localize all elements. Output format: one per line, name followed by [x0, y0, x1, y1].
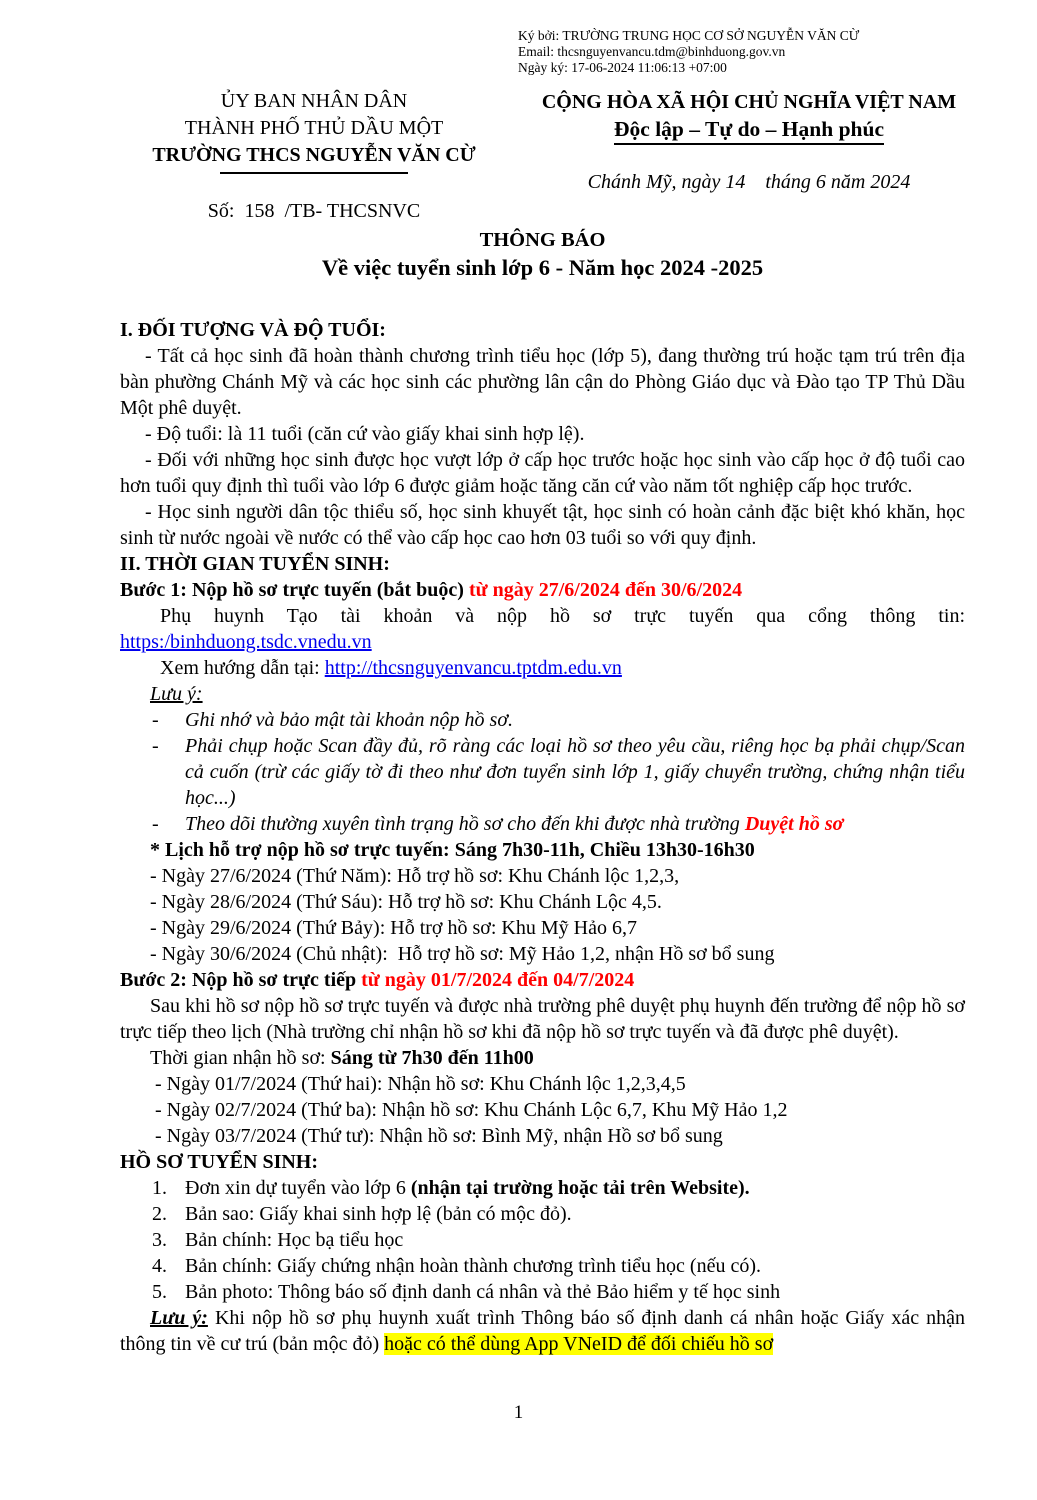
step2-time-value: Sáng từ 7h30 đến 11h00: [330, 1047, 534, 1069]
number-marker: 2.: [152, 1203, 167, 1225]
section1-paragraph-1: - Tất cả học sinh đã hoàn thành chương trình tiểu học (lớp 5), đang thường trú hoặc tạm trú trên địa bàn phường Chánh Mỹ và các học sinh các phường lân cận do Phòng Giáo dục và Đào tạo TP Thủ Dầu Một phê duyệt.: [120, 345, 965, 419]
dash-marker: -: [152, 813, 159, 835]
number-marker: 3.: [152, 1229, 167, 1251]
step2-heading: [120, 967, 965, 993]
dossier-item-4: [120, 1253, 965, 1279]
digital-signature-block: [518, 28, 859, 76]
step1-note-2: [120, 733, 965, 811]
step1-note-3: [120, 811, 965, 837]
document-title-block: [120, 227, 965, 283]
number-marker: 1.: [152, 1177, 167, 1199]
document-kind: THÔNG BÁO: [479, 229, 606, 251]
dash-marker: -: [152, 735, 159, 757]
support-day-4: - Ngày 30/6/2024 (Chủ nhật): Hỗ trợ hồ sơ: Mỹ Hảo 1,2, nhận Hồ sơ bổ sung: [150, 943, 775, 965]
dossier-item-1-bold: (nhận tại trường hoặc tải trên Website).: [410, 1177, 750, 1199]
step1-intro: Phụ huynh Tạo tài khoản và nộp hồ sơ trực tuyến qua cổng thông tin:: [160, 605, 965, 627]
place-date-line: Chánh Mỹ, ngày 14 tháng 6 năm 2024: [587, 171, 911, 193]
dossier-item-1-text: Đơn xin dự tuyển vào lớp 6: [185, 1177, 411, 1199]
step1-note-2-text: Phải chụp hoặc Scan đầy đủ, rõ ràng các loại hồ sơ theo yêu cầu, riêng học bạ phải chụp/Scan cả cuốn (trừ các giấy tờ đi theo như đơn tuyển sinh lớp 1, giấy chuyển trường, chứng nhận tiểu học...): [185, 735, 965, 809]
step2-label: Bước 2: Nộp hồ sơ trực tiếp: [120, 969, 362, 991]
receive-day-3: - Ngày 03/7/2024 (Thứ tư): Nhận hồ sơ: Bình Mỹ, nhận Hồ sơ bổ sung: [155, 1125, 723, 1147]
dossier-item-3: [120, 1227, 965, 1253]
support-day-3: - Ngày 29/6/2024 (Thứ Bảy): Hỗ trợ hồ sơ: Khu Mỹ Hảo 6,7: [150, 917, 637, 939]
section1-heading: I. ĐỐI TƯỢNG VÀ ĐỘ TUỔI:: [120, 319, 386, 341]
national-motto: Độc lập – Tự do – Hạnh phúc: [614, 116, 884, 145]
final-note: [120, 1305, 970, 1357]
page-number: 1: [513, 1402, 524, 1423]
step2-paragraph: Sau khi hồ sơ nộp hồ sơ trực tuyến và được nhà trường phê duyệt phụ huynh đến trường để nộp hồ sơ trực tiếp theo lịch (Nhà trường chỉ nhận hồ sơ khi đã nộp hồ sơ trực tuyến và đã được phê duyệt).: [120, 995, 965, 1043]
number-marker: 4.: [152, 1255, 167, 1277]
section2-heading: II. THỜI GIAN TUYỂN SINH:: [120, 553, 390, 575]
step1-note-3-text: Theo dõi thường xuyên tình trạng hồ sơ cho đến khi được nhà trường: [185, 813, 745, 835]
step1-note-3-approved: Duyệt hồ sơ: [744, 813, 844, 835]
dossier-item-5-text: Bản photo: Thông báo số định danh cá nhân và thẻ Bảo hiểm y tế học sinh: [185, 1281, 781, 1303]
final-note-text: Khi nộp hồ sơ phụ huynh xuất trình Thông báo số định danh cá nhân hoặc Giấy xác nhận thông tin về cư trú (bản mộc đỏ): [120, 1307, 970, 1355]
issuer-school-name: TRƯỜNG THCS NGUYỄN VĂN CỪ: [152, 144, 476, 166]
receive-day-2: - Ngày 02/7/2024 (Thứ ba): Nhận hồ sơ: Khu Chánh Lộc 6,7, Khu Mỹ Hảo 1,2: [155, 1099, 788, 1121]
final-note-highlight: hoặc có thể dùng App VNeID để đối chiếu hồ sơ: [384, 1333, 774, 1355]
guide-label: Xem hướng dẫn tại:: [160, 657, 325, 679]
issuer-divider-rule: [220, 172, 408, 174]
support-schedule-heading: * Lịch hỗ trợ nộp hồ sơ trực tuyến: Sáng 7h30-11h, Chiều 13h30-16h30: [150, 839, 755, 861]
signature-email: Email: thcsnguyenvancu.tdm@binhduong.gov.vn: [518, 44, 786, 59]
guide-link[interactable]: http://thcsnguyenvancu.tptdm.edu.vn: [324, 657, 622, 679]
dossier-item-3-text: Bản chính: Học bạ tiểu học: [185, 1229, 404, 1251]
portal-link-line: [120, 629, 965, 655]
portal-link[interactable]: https:/binhduong.tsdc.vnedu.vn: [120, 631, 372, 653]
step1-heading: [120, 577, 965, 603]
step1-dates: từ ngày 27/6/2024 đến 30/6/2024: [468, 579, 743, 601]
step2-time-label: Thời gian nhận hồ sơ:: [150, 1047, 331, 1069]
step1-label: Bước 1: Nộp hồ sơ trực tuyến (bắt buộc): [120, 579, 469, 601]
signature-signer: Ký bởi: TRƯỜNG TRUNG HỌC CƠ SỞ NGUYỄN VĂN CỪ: [518, 28, 860, 43]
section1-paragraph-2: - Độ tuổi: là 11 tuổi (căn cứ vào giấy khai sinh hợp lệ).: [145, 423, 585, 445]
document-subject: Về việc tuyển sinh lớp 6 - Năm học 2024 -2025: [321, 255, 764, 280]
section1-paragraph-4: - Học sinh người dân tộc thiểu số, học sinh khuyết tật, học sinh có hoàn cảnh đặc biệt khó khăn, học sinh từ nước ngoài về nước có thể vào cấp học cao hơn 03 tuổi so với quy định.: [120, 501, 965, 549]
step1-note-1: [120, 707, 965, 733]
number-marker: 5.: [152, 1281, 167, 1303]
dossier-item-1: [120, 1175, 965, 1201]
section1-paragraph-3: - Đối với những học sinh được học vượt lớp ở cấp học trước hoặc học sinh vào cấp học ở độ tuổi cao hơn tuổi quy định thì tuổi vào lớp 6 được giảm hoặc tăng căn cứ vào năm tốt nghiệp cấp học trước.: [120, 449, 965, 497]
step2-dates: từ ngày 01/7/2024 đến 04/7/2024: [361, 969, 635, 991]
document-body: [120, 317, 970, 1357]
issuer-line-1: ỦY BAN NHÂN DÂN: [220, 90, 408, 112]
step2-time-line: [150, 1045, 965, 1071]
issuer-line-2: THÀNH PHỐ THỦ DẦU MỘT: [184, 117, 444, 139]
step1-note-heading-line: [150, 681, 965, 707]
national-title: CỘNG HÒA XÃ HỘI CHỦ NGHĨA VIỆT NAM: [541, 91, 957, 113]
step1-note-1-text: Ghi nhớ và bảo mật tài khoản nộp hồ sơ.: [185, 709, 513, 731]
dash-marker: -: [152, 709, 159, 731]
support-day-1: - Ngày 27/6/2024 (Thứ Năm): Hỗ trợ hồ sơ: Khu Chánh lộc 1,2,3,: [150, 865, 680, 887]
signature-date: Ngày ký: 17-06-2024 11:06:13 +07:00: [518, 60, 727, 75]
dossier-item-4-text: Bản chính: Giấy chứng nhận hoàn thành chương trình tiểu học (nếu có).: [185, 1255, 761, 1277]
receive-day-1: - Ngày 01/7/2024 (Thứ hai): Nhận hồ sơ: Khu Chánh lộc 1,2,3,4,5: [155, 1073, 686, 1095]
national-header-block: [518, 88, 980, 196]
support-day-2: - Ngày 28/6/2024 (Thứ Sáu): Hỗ trợ hồ sơ: Khu Chánh Lộc 4,5.: [150, 891, 662, 913]
step1-note-heading: Lưu ý:: [150, 683, 203, 705]
section3-heading: HỒ SƠ TUYỂN SINH:: [120, 1151, 319, 1173]
dossier-item-5: [120, 1279, 965, 1305]
dossier-item-2-text: Bản sao: Giấy khai sinh hợp lệ (bản có mộc đỏ).: [185, 1203, 572, 1225]
dossier-item-2: [120, 1201, 965, 1227]
issuer-block: [118, 88, 510, 225]
document-number: Số: 158 /TB- THCSNVC: [207, 200, 421, 222]
final-note-label: Lưu ý:: [150, 1307, 208, 1329]
guide-line: [120, 655, 965, 681]
